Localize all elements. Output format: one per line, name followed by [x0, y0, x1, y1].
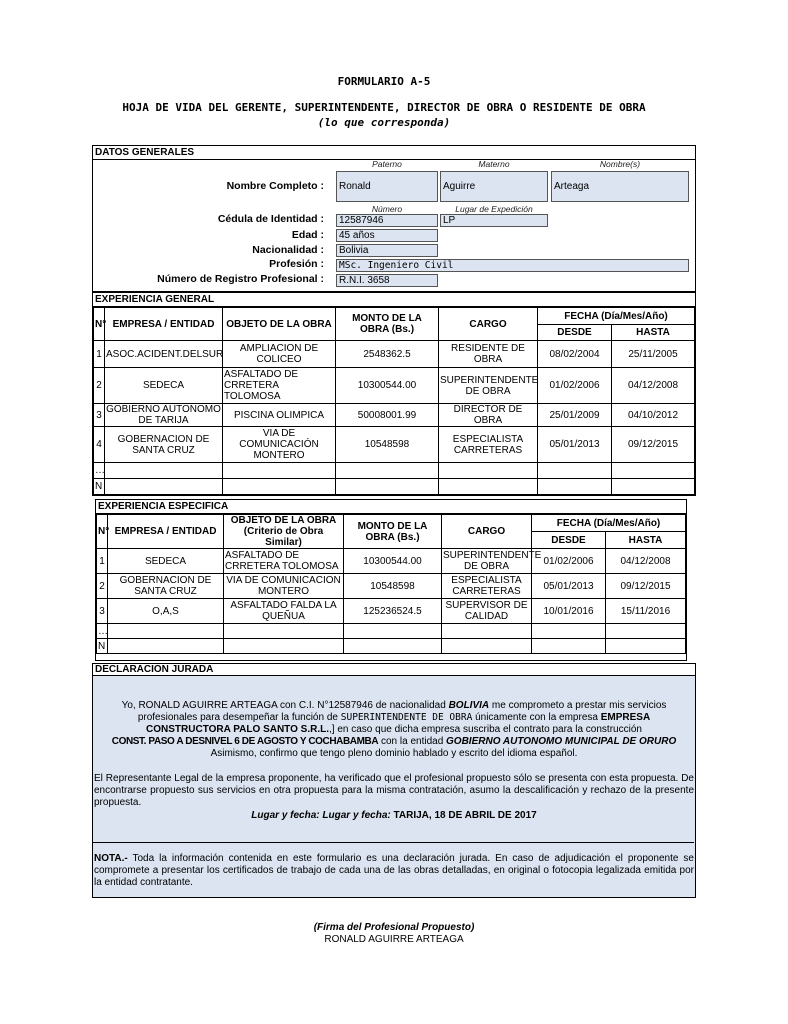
declaracion-jurada-header: DECLARACION JURADA — [93, 664, 695, 676]
lugar-fecha-value: TARIJA, 18 DE ABRIL DE 2017 — [390, 810, 537, 821]
table-row — [94, 404, 695, 427]
cell-monto: 2548362.5 — [336, 341, 439, 368]
cell-hasta: 09/12/2015 — [606, 574, 686, 599]
cell-n: 2 — [97, 574, 108, 599]
experiencia-especifica-section — [95, 499, 687, 661]
cell-empresa: GOBIERNO AUTONOMO DE TARIJA — [106, 404, 221, 426]
field-lugar-expedicion[interactable]: LP — [440, 214, 548, 227]
nota-divider — [93, 842, 694, 843]
cell-objeto: ASFALTADO FALDA LA QUEÑUA — [224, 599, 344, 624]
field-nombres[interactable]: Arteaga — [551, 171, 689, 202]
cell-desde: 05/01/2013 — [538, 427, 612, 463]
cell-monto: 10300544.00 — [344, 549, 442, 574]
cell-objeto — [224, 639, 344, 654]
cell-n: N — [94, 479, 105, 495]
header-fecha: FECHA (Día/Mes/Año) — [538, 308, 695, 325]
label-profesion: Profesión : — [269, 258, 324, 270]
table-row — [97, 624, 686, 639]
table-row — [97, 574, 686, 599]
table-row — [94, 463, 695, 479]
nota-paragraph: NOTA.- Toda la información contenida en este formulario es una declaración jurada. En caso de adjudicación el proponente se compromete a presentar los certificados de trabajo de cada una de las obras detalladas, en original o fotocopia legalizada emitida por la entidad contratante. — [94, 853, 694, 888]
declaracion-funcion: SUPERINTENDENTE DE OBRA — [340, 712, 473, 723]
table-row — [97, 639, 686, 654]
field-materno[interactable]: Aguirre — [440, 171, 548, 202]
cell-n: 1 — [97, 549, 108, 574]
cell-cargo — [442, 624, 532, 639]
field-cedula[interactable]: 12587946 — [336, 214, 438, 227]
experiencia-general-header: EXPERIENCIA GENERAL — [93, 293, 695, 307]
nota-label: NOTA.- — [94, 853, 128, 864]
experiencia-general-table — [93, 307, 695, 495]
field-edad[interactable]: 45 años — [336, 229, 438, 242]
cell-monto: 50008001.99 — [336, 404, 439, 427]
cell-n: 3 — [97, 599, 108, 624]
label-registro-profesional: Número de Registro Profesional : — [157, 273, 324, 285]
header-monto: MONTO DE LA OBRA (Bs.) — [344, 515, 442, 549]
cell-n: N — [97, 639, 108, 654]
header-n: N° — [94, 308, 105, 341]
header-desde: DESDE — [532, 532, 606, 549]
header-fecha: FECHA (Día/Mes/Año) — [532, 515, 686, 532]
table-row — [94, 341, 695, 368]
cell-cargo: SUPERVISOR DE CALIDAD — [442, 599, 532, 624]
cell-empresa: GOBERNACION DE SANTA CRUZ — [105, 427, 223, 463]
cell-n: … — [98, 625, 108, 637]
datos-generales-header: DATOS GENERALES — [93, 146, 695, 160]
col-materno: Materno — [478, 159, 510, 169]
declaracion-empresa: EMPRESA CONSTRUCTORA PALO SANTO S.R.L. — [146, 712, 651, 735]
cell-empresa — [108, 624, 224, 639]
col-lugar-expedicion: Lugar de Expedición — [455, 204, 533, 214]
label-cedula: Cédula de Identidad : — [217, 213, 324, 225]
cell-objeto: VIA DE COMUNICACION MONTERO — [224, 574, 344, 599]
cell-monto — [344, 639, 442, 654]
cell-hasta: 25/11/2005 — [612, 341, 695, 368]
cell-desde — [538, 479, 612, 495]
cell-desde: 08/02/2004 — [538, 341, 612, 368]
label-nacionalidad: Nacionalidad : — [252, 244, 324, 256]
col-paterno: Paterno — [372, 159, 402, 169]
cell-monto: 10548598 — [336, 427, 439, 463]
table-row — [94, 427, 695, 463]
lugar-fecha — [95, 810, 693, 822]
cell-cargo — [439, 479, 538, 495]
table-row — [94, 479, 695, 495]
cell-desde: 01/02/2006 — [538, 368, 612, 404]
header-objeto: OBJETO DE LA OBRA (Criterio de Obra Similar) — [224, 515, 344, 549]
cell-cargo: DIRECTOR DE OBRA — [439, 404, 538, 427]
cell-n: … — [94, 463, 105, 479]
cell-hasta: 04/12/2008 — [606, 549, 686, 574]
label-nombre-completo: Nombre Completo : — [226, 180, 324, 192]
cell-hasta: 09/12/2015 — [612, 427, 695, 463]
declaracion-obra: CONST. PASO A DESNIVEL 6 DE AGOSTO Y COCHABAMBA — [111, 736, 379, 747]
col-nombres: Nombre(s) — [599, 159, 641, 169]
field-registro-profesional[interactable]: R.N.I. 3658 — [336, 274, 438, 287]
firma-name: RONALD AGUIRRE ARTEAGA — [324, 934, 464, 945]
field-nacionalidad[interactable]: Bolivia — [336, 244, 438, 257]
table-row — [94, 368, 695, 404]
cell-n: 4 — [94, 427, 105, 463]
declaracion-jurada-section — [92, 663, 696, 898]
cell-empresa: ASOC.ACIDENT.DELSUR — [105, 341, 223, 368]
cell-objeto — [223, 463, 336, 479]
cell-monto: 125236524.5 — [344, 599, 442, 624]
cell-cargo: SUPERINTENDENTE DE OBRA — [439, 368, 538, 404]
declaracion-paragraph: Yo, RONALD AGUIRRE ARTEAGA con C.I. N°12587946 de nacionalidad BOLIVIA me comprometo a prestar mis servicios profesionales para desempeñar la función de SUPERINTENDENTE DE OBRA únicamente con la empresa EMPRESA CONSTRUCTORA PALO SANTO S.R.L.,] en caso que dicha empresa suscriba el contrato para la construcción CONST. PASO A DESNIVEL 6 DE AGOSTO Y COCHABAMBA con la entidad GOBIERNO AUTONOMO MUNICIPAL DE ORURO Asimismo, confirmo que tengo pleno dominio hablado y escrito del idioma español. — [111, 700, 677, 759]
cell-desde — [538, 463, 612, 479]
cell-hasta — [612, 479, 695, 495]
cell-hasta — [606, 639, 686, 654]
header-empresa: EMPRESA / ENTIDAD — [105, 308, 223, 341]
experiencia-especifica-table — [96, 514, 686, 654]
cell-objeto — [223, 479, 336, 495]
cell-desde — [532, 624, 606, 639]
cell-objeto: ASFALTADO DE CRRETERA TOLOMOSA — [224, 549, 344, 574]
cell-empresa: SEDECA — [108, 549, 224, 574]
cell-desde: 25/01/2009 — [538, 404, 612, 427]
firma-label: (Firma del Profesional Propuesto) — [313, 922, 475, 933]
header-n: N° — [97, 515, 108, 549]
cell-cargo: RESIDENTE DE OBRA — [439, 341, 538, 368]
cell-empresa: SEDECA — [105, 368, 223, 404]
cell-objeto: AMPLIACION DE COLICEO — [223, 341, 336, 368]
cell-monto — [344, 624, 442, 639]
field-paterno[interactable]: Ronald — [336, 171, 438, 202]
declaracion-representante-paragraph: El Representante Legal de la empresa proponente, ha verificado que el profesional propuesto sólo se presenta con esta propuesta. De encontrarse propuesto sus servicios en otra propuesta para la misma contratación, asumo la descalificación y rechazo de la presente propuesta. — [94, 773, 694, 808]
cell-hasta: 04/10/2012 — [612, 404, 695, 427]
header-hasta: HASTA — [606, 532, 686, 549]
cell-desde: 05/01/2013 — [532, 574, 606, 599]
cell-cargo: ESPECIALISTA CARRETERAS — [439, 427, 538, 463]
cell-monto: 10300544.00 — [336, 368, 439, 404]
cell-empresa: GOBERNACION DE SANTA CRUZ — [108, 574, 224, 599]
cell-cargo: SUPERINTENDENTE DE OBRA — [443, 550, 542, 572]
header-objeto: OBJETO DE LA OBRA — [223, 308, 336, 341]
cell-hasta — [612, 463, 695, 479]
cell-objeto: ASFALTADO DE CRRETERA TOLOMOSA — [223, 368, 336, 404]
cell-desde: 10/01/2016 — [532, 599, 606, 624]
cell-empresa — [105, 463, 223, 479]
cell-cargo — [439, 463, 538, 479]
field-profesion[interactable]: MSc. Ingeniero Civil — [336, 259, 689, 272]
cell-objeto — [224, 624, 344, 639]
cell-empresa — [108, 639, 224, 654]
form-subtitle: HOJA DE VIDA DEL GERENTE, SUPERINTENDENTE, DIRECTOR DE OBRA O RESIDENTE DE OBRA — [122, 101, 646, 114]
experiencia-general-section — [92, 292, 696, 496]
cell-n: 1 — [94, 341, 105, 368]
cell-hasta — [606, 624, 686, 639]
header-monto: MONTO DE LA OBRA (Bs.) — [336, 308, 439, 341]
cell-objeto: PISCINA OLIMPICA — [223, 404, 336, 427]
cell-hasta: 04/12/2008 — [612, 368, 695, 404]
cell-monto — [336, 463, 439, 479]
header-cargo: CARGO — [439, 308, 538, 341]
cell-monto — [336, 479, 439, 495]
cell-cargo — [442, 639, 532, 654]
cell-monto: 10548598 — [344, 574, 442, 599]
cell-hasta: 15/11/2016 — [606, 599, 686, 624]
header-desde: DESDE — [538, 325, 612, 341]
cell-objeto: VIA DE COMUNICACIÓN MONTERO — [223, 427, 336, 463]
label-edad: Edad : — [291, 229, 324, 241]
experiencia-especifica-header: EXPERIENCIA ESPECIFICA — [96, 500, 686, 514]
form-title: FORMULARIO A-5 — [337, 75, 431, 88]
cell-n: 2 — [94, 368, 105, 404]
lugar-fecha-label: Lugar y fecha: Lugar y fecha: — [251, 810, 391, 821]
declaracion-entidad: GOBIERNO AUTONOMO MUNICIPAL DE ORURO — [446, 736, 677, 747]
cell-desde: 01/02/2006 — [532, 549, 606, 574]
cell-empresa — [105, 479, 223, 495]
header-empresa: EMPRESA / ENTIDAD — [108, 515, 224, 549]
col-numero: Número — [371, 204, 403, 214]
cell-empresa: O,A,S — [108, 599, 224, 624]
form-subtitle-note: (lo que corresponda) — [317, 116, 451, 129]
header-hasta: HASTA — [612, 325, 695, 341]
cell-n: 3 — [94, 404, 105, 427]
declaracion-nacionalidad: BOLIVIA — [448, 700, 490, 711]
cell-cargo: ESPECIALISTA CARRETERAS — [442, 574, 532, 599]
table-row — [97, 549, 686, 574]
table-row — [97, 599, 686, 624]
header-cargo: CARGO — [442, 515, 532, 549]
cell-desde — [532, 639, 606, 654]
